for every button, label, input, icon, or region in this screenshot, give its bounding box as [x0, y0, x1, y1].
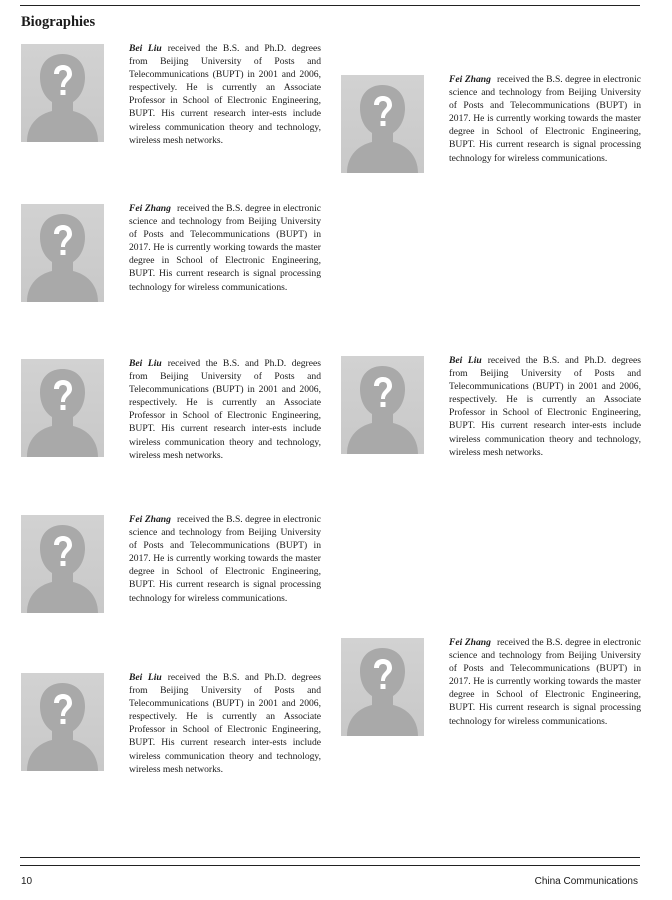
bio-text: [21, 42, 321, 147]
footer-rule: [20, 857, 640, 858]
bio-entry: [21, 202, 321, 320]
bio-body: received the B.S. and Ph.D. degrees from Beijing University of Posts and Telecommunications (BUPT) in 2001 and 2006, respectively. He is currently an Associate Professor in School of Electronic Engineering, BUPT. His current research inter-ests include wireless communication theory and technology, wireless mesh networks.: [129, 43, 321, 146]
bio-body: received the B.S. degree in electronic science and technology from Beijing University of Posts and Telecommunications (BUPT) in 2017. He is currently working towards the master degree in School of Electronic Engineering, BUPT. His current research is signal processing technology for wireless communications.: [129, 514, 321, 604]
bio-text: [21, 671, 321, 776]
bio-entry: [21, 513, 321, 631]
bio-text: [341, 73, 641, 165]
bio-text: [21, 202, 321, 294]
bio-entry: [341, 636, 641, 754]
bio-name: Fei Zhang: [449, 74, 491, 85]
footer-rule: [20, 865, 640, 866]
bio-name: Bei Liu: [129, 358, 162, 369]
bio-name: Fei Zhang: [129, 203, 171, 214]
bio-body: received the B.S. degree in electronic science and technology from Beijing University of Posts and Telecommunications (BUPT) in 2017. He is currently working towards the master degree in School of Electronic Engineering, BUPT. His current research is signal processing technology for wireless communications.: [129, 203, 321, 293]
bio-body: received the B.S. and Ph.D. degrees from Beijing University of Posts and Telecommunications (BUPT) in 2001 and 2006, respectively. He is currently an Associate Professor in School of Electronic Engineering, BUPT. His current research inter-ests include wireless communication theory and technology, wireless mesh networks.: [129, 672, 321, 775]
bio-entry: [21, 42, 321, 160]
bio-body: received the B.S. and Ph.D. degrees from Beijing University of Posts and Telecommunications (BUPT) in 2001 and 2006, respectively. He is currently an Associate Professor in School of Electronic Engineering, BUPT. His current research inter-ests include wireless communication theory and technology, wireless mesh networks.: [129, 358, 321, 461]
bio-entry: [341, 354, 641, 472]
bio-text: [21, 513, 321, 605]
bio-name: Fei Zhang: [449, 637, 491, 648]
bio-name: Bei Liu: [129, 43, 162, 54]
section-title: Biographies: [21, 14, 96, 30]
bio-body: received the B.S. degree in electronic science and technology from Beijing University of Posts and Telecommunications (BUPT) in 2017. He is currently working towards the master degree in School of Electronic Engineering, BUPT. His current research is signal processing technology for wireless communications.: [449, 637, 641, 727]
top-rule: [20, 5, 640, 6]
bio-entry: [341, 73, 641, 191]
bio-name: Bei Liu: [129, 672, 162, 683]
bio-entry: [21, 671, 321, 789]
bio-body: received the B.S. degree in electronic science and technology from Beijing University of Posts and Telecommunications (BUPT) in 2017. He is currently working towards the master degree in School of Electronic Engineering, BUPT. His current research is signal processing technology for wireless communications.: [449, 74, 641, 164]
bio-entry: [21, 357, 321, 475]
bio-name: Bei Liu: [449, 355, 482, 366]
journal-name: China Communications: [534, 876, 638, 887]
bio-text: [341, 354, 641, 459]
bio-text: [21, 357, 321, 462]
bio-text: [341, 636, 641, 728]
page-number: 10: [21, 876, 33, 887]
bio-body: received the B.S. and Ph.D. degrees from Beijing University of Posts and Telecommunications (BUPT) in 2001 and 2006, respectively. He is currently an Associate Professor in School of Electronic Engineering, BUPT. His current research inter-ests include wireless communication theory and technology, wireless mesh networks.: [449, 355, 641, 458]
bio-name: Fei Zhang: [129, 514, 171, 525]
